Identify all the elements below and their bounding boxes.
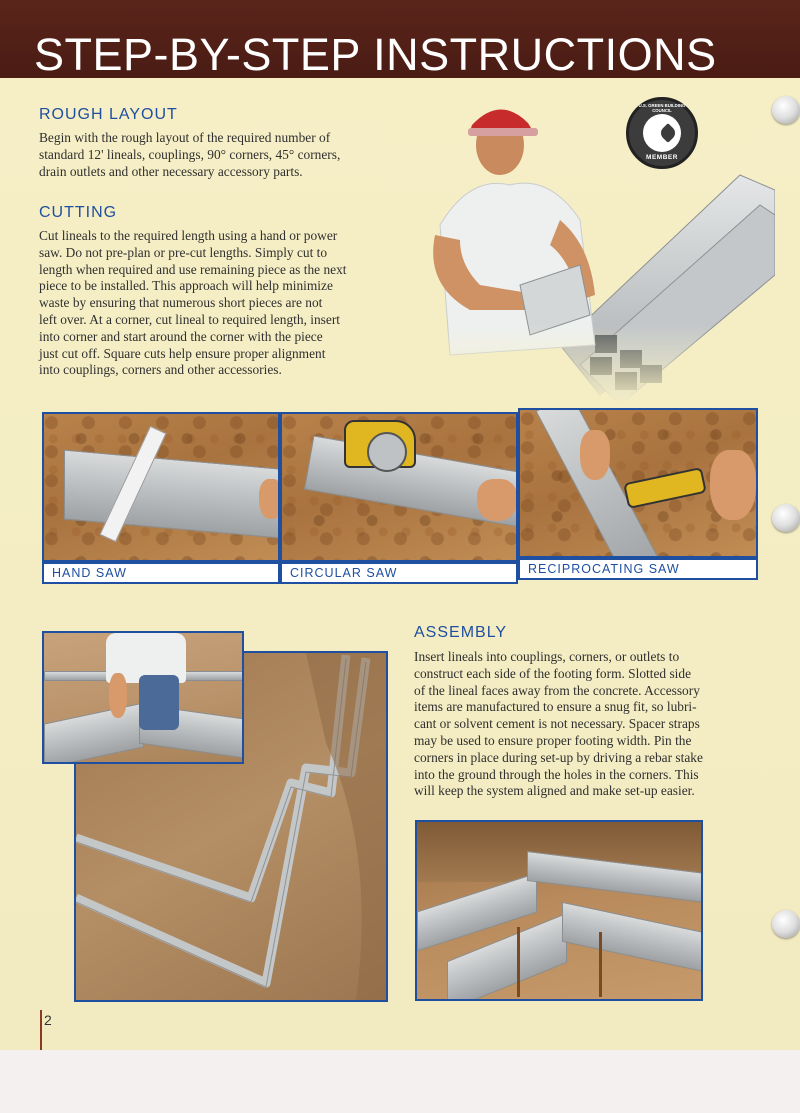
text-line: Insert lineals into couplings, corners, or outlets to (414, 649, 680, 664)
knee-shape (710, 450, 756, 520)
leaf-icon (658, 123, 678, 143)
binder-hole-bottom (772, 910, 800, 938)
text-line: piece to be installed. This approach will help minimize (39, 278, 333, 294)
text-line: length when required and use remaining piece as the next (39, 261, 347, 277)
header-bar (0, 0, 800, 78)
badge-arc-text: U.S. GREEN BUILDING COUNCIL (638, 103, 686, 113)
cutting-heading: CUTTING (39, 204, 118, 221)
text-line: cant or solvent cement is not necessary. Spacer straps (414, 716, 700, 732)
worker-illustration (430, 95, 775, 405)
text-line: waste by ensuring that numerous short pieces are not (39, 295, 323, 311)
text-line: Cut lineals to the required length using a hand or power (39, 228, 338, 243)
worker (433, 109, 595, 355)
circular-saw-caption: CIRCULAR SAW (280, 562, 518, 584)
lineal-shape (44, 702, 144, 764)
reciprocating-saw-shape (623, 467, 707, 509)
text-line: into corner and start around the corner with the piece (39, 328, 323, 344)
worker-jeans-shape (139, 675, 179, 730)
lineal-shape (562, 902, 703, 972)
text-line: left over. At a corner, cut lineal to required length, insert (39, 311, 341, 327)
badge-inner-circle (643, 114, 681, 152)
arm-shape (109, 673, 127, 718)
text-line: just cut off. Square cuts help ensure proper alignment (39, 345, 326, 361)
hand-saw-photo (42, 412, 280, 562)
text-line: standard 12' lineals, couplings, 90° corners, 45° corners, (39, 146, 341, 162)
hand-saw-caption: HAND SAW (42, 562, 280, 584)
assembly-text (414, 649, 774, 800)
text-line: may be used to ensure proper footing width. Pin the (414, 732, 692, 748)
usgbc-member-badge (626, 97, 698, 169)
assembly-heading: ASSEMBLY (414, 624, 508, 641)
text-line: corners in place during set-up by driving a rebar stake (414, 749, 703, 765)
worker-with-lineals-photo (430, 95, 775, 405)
page-number-rule (40, 1010, 42, 1050)
hand-shape (259, 479, 280, 519)
cutting-text (39, 228, 439, 379)
reciprocating-saw-caption: RECIPROCATING SAW (518, 558, 758, 580)
binder-hole-middle (772, 504, 800, 532)
text-line: drain outlets and other necessary accessory parts. (39, 163, 303, 179)
page-number: 2 (44, 1012, 52, 1028)
badge-member-label: MEMBER (646, 154, 678, 161)
page-title: STEP-BY-STEP INSTRUCTIONS (34, 29, 717, 80)
lineal-shape (64, 450, 279, 539)
rough-layout-heading: ROUGH LAYOUT (39, 106, 178, 123)
circular-saw-photo (280, 412, 518, 562)
text-line: items are manufactured to ensure a snug fit, so lubri- (414, 699, 697, 715)
kneeling-assembly-photo (42, 631, 244, 764)
reciprocating-saw-photo (518, 408, 758, 558)
text-line: Begin with the rough layout of the required number of (39, 130, 331, 145)
text-line: will keep the system aligned and make set-up easier. (414, 783, 695, 799)
rebar-stake-shape (599, 932, 602, 997)
text-line: of the lineal faces away from the concrete. Accessory (414, 682, 700, 698)
saw-disc-shape (367, 432, 407, 472)
text-line: into couplings, corners and other accessories. (39, 362, 282, 378)
text-line: construct each side of the footing form. Slotted side (414, 665, 692, 681)
arm-shape (580, 430, 610, 480)
hand-shape (477, 479, 517, 521)
corner-staked-form-photo (415, 820, 703, 1001)
text-line: saw. Do not pre-plan or pre-cut lengths. Simply cut to (39, 244, 328, 260)
text-line: into the ground through the holes in the corners. This (414, 766, 699, 782)
binder-hole-top (772, 96, 800, 124)
rebar-stake-shape (517, 927, 520, 997)
rough-layout-text (39, 130, 429, 180)
